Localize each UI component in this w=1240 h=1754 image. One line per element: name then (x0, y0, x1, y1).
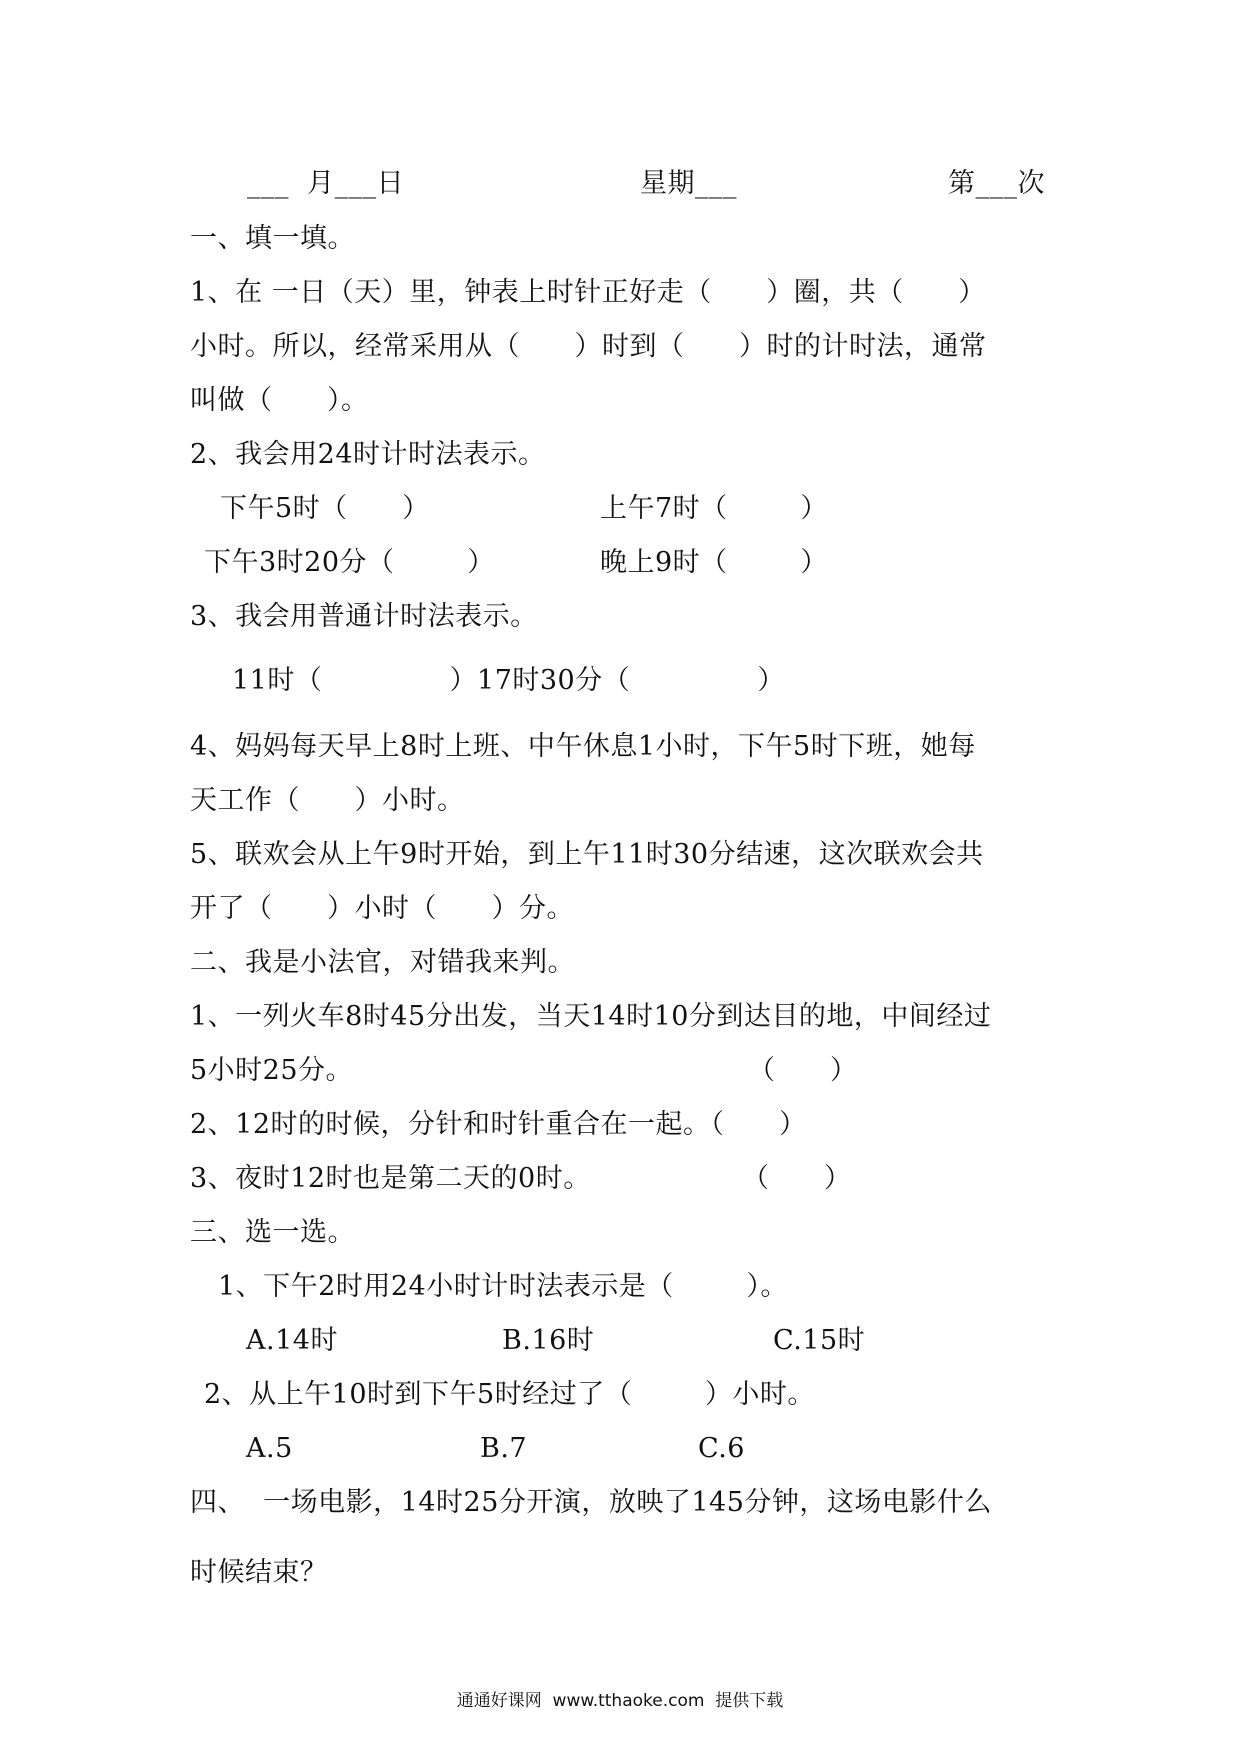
s1-q3-line: 11时（ ）17时30分（ ） (232, 665, 785, 696)
s3-q1-option-b: B.16时 (502, 1325, 595, 1356)
s1-q4-line1: 4、妈妈每天早上8时上班、中午休息1小时，下午5时下班，她每 (190, 731, 976, 762)
s1-q3-title: 3、我会用普通计时法表示。 (190, 601, 538, 632)
s1-q5-line2: 开了（ ）小时（ ）分。 (190, 893, 574, 924)
s3-q2-option-c: C.6 (698, 1433, 745, 1464)
weekday-field: 星期___ (640, 168, 737, 199)
s1-q1-line3: 叫做（ ）。 (190, 385, 369, 416)
section3-title: 三、选一选。 (190, 1217, 355, 1248)
s4-line2: 时候结束？ (190, 1557, 328, 1588)
s1-q2-item3: 下午3时20分（ ） (204, 547, 495, 578)
s2-q1-paren: （ ） (748, 1055, 858, 1086)
s2-q1-line1: 1、一列火车8时45分出发，当天14时10分到达目的地，中间经过 (190, 1001, 992, 1032)
s4-line1: 四、 一场电影，14时25分开演，放映了145分钟，这场电影什么 (190, 1487, 992, 1518)
s1-q5-line1: 5、联欢会从上午9时开始，到上午11时30分结速，这次联欢会共 (190, 839, 984, 870)
s1-q2-item2: 上午7时（ ） (600, 493, 828, 524)
s3-q2-option-b: B.7 (480, 1433, 528, 1464)
s1-q1-line2: 小时。所以，经常采用从（ ）时到（ ）时的计时法，通常 (190, 331, 987, 362)
s1-q4-line2: 天工作（ ）小时。 (190, 785, 465, 816)
s3-q2-option-a: A.5 (246, 1433, 293, 1464)
s2-q3-paren: （ ） (742, 1163, 852, 1194)
s3-q2: 2、从上午10时到下午5时经过了（ ）小时。 (204, 1379, 815, 1410)
s1-q2-title: 2、我会用24时计时法表示。 (190, 439, 546, 470)
s2-q2: 2、12时的时候，分针和时针重合在一起。（ ） (190, 1109, 807, 1140)
count-field: 第___次 (948, 168, 1045, 199)
s2-q3: 3、夜时12时也是第二天的0时。 (190, 1163, 591, 1194)
section1-title: 一、填一填。 (190, 223, 355, 254)
footer-credit: 通通好课网 www.tthaoke.com 提供下载 (456, 1691, 784, 1711)
s1-q2-item4: 晚上9时（ ） (600, 547, 828, 578)
date-field: ___ 月___日 (247, 168, 405, 199)
s1-q1-line1: 1、在 一日（天）里，钟表上时针正好走（ ）圈，共（ ） (190, 277, 986, 308)
section2-title: 二、我是小法官，对错我来判。 (190, 947, 575, 978)
s2-q1-line2: 5小时25分。 (190, 1055, 354, 1086)
s3-q1-option-c: C.15时 (773, 1325, 866, 1356)
s1-q2-item1: 下午5时（ ） (220, 493, 430, 524)
s3-q1-option-a: A.14时 (246, 1325, 338, 1356)
s3-q1: 1、下午2时用24小时计时法表示是（ ）。 (218, 1271, 788, 1302)
